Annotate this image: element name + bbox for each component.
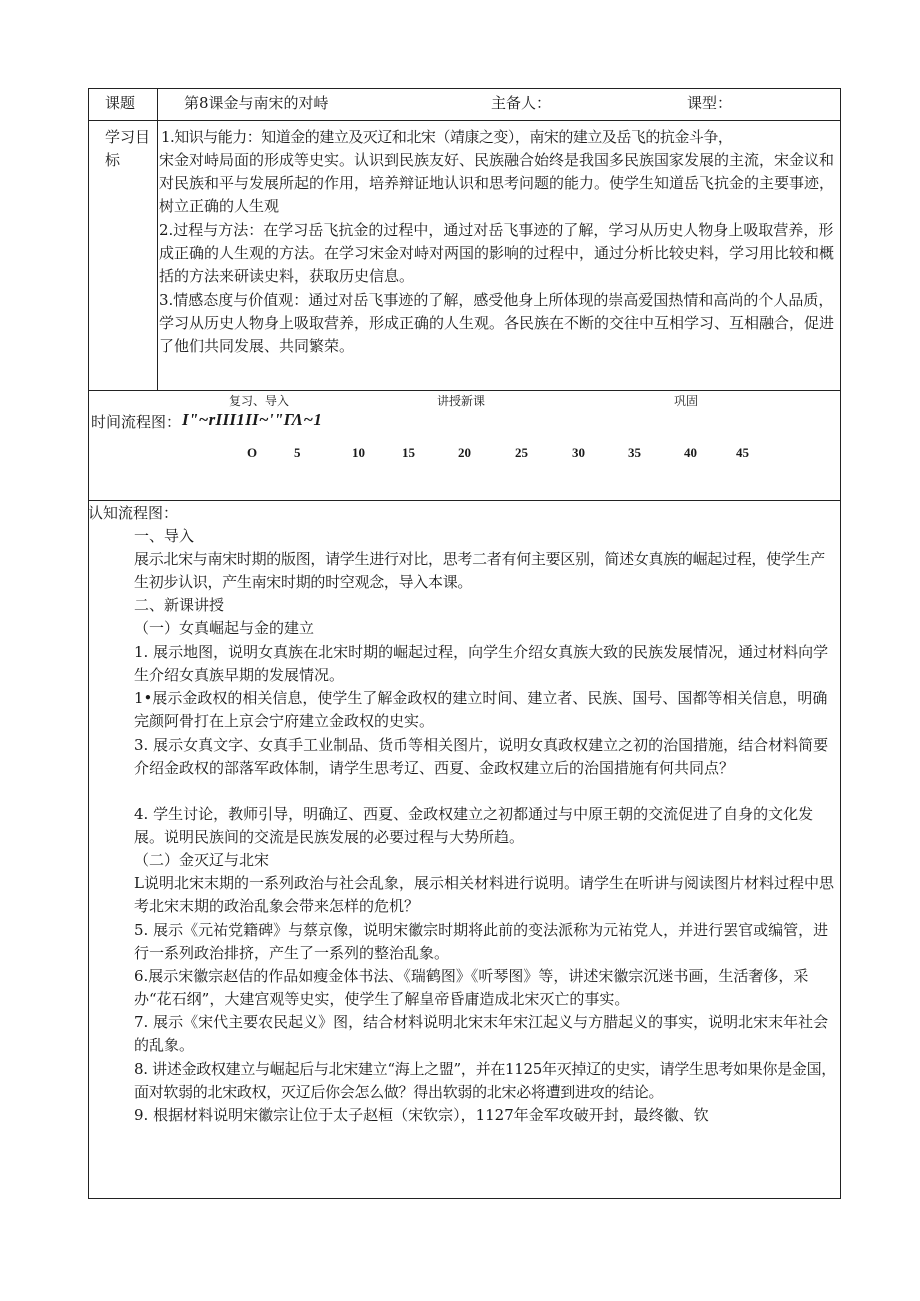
- table-border-left: [88, 88, 89, 1199]
- item-8: 7. 展示《宋代主要农民起义》图，结合材料说明北宋末年宋江起义与方腊起义的事实，说明北宋末年社会的乱象。: [134, 1013, 829, 1055]
- tick-35: 35: [628, 445, 641, 460]
- item-7: 6.展示宋徽宗赵佶的作品如瘦金体书法、《瑞鹤图》《听琴图》等，讲述宋徽宗沉迷书画，生活奢侈，采办“花石纲”，大建宫观等史实，使学生了解皇帝昏庸造成北宋灭亡的事实。: [134, 967, 809, 1009]
- item-10: 9. 根据材料说明宋徽宗让位于太子赵桓（宋钦宗），1127年金军攻破开封，最终徽、钦: [134, 1106, 709, 1124]
- item-3: 3. 展示女真文字、女真手工业制品、货币等相关图片，说明女真政权建立之初的治国措施，结合材料简要介绍金政权的部落军政体制，请学生思考辽、西夏、金政权建立后的治国措施有何共同点？: [134, 736, 829, 778]
- tick-20: 20: [458, 445, 471, 460]
- subsection-jin-conquest: （二）金灭辽与北宋: [134, 851, 270, 869]
- tick-5: 5: [294, 445, 301, 460]
- item-4: 4. 学生讨论，教师引导，明确辽、西夏、金政权建立之初都通过与中原王朝的交流促进了自身的文化发展。说明民族间的交流是民族发展的必要过程与大势所趋。: [134, 805, 814, 847]
- item-5: L说明北宋末期的一系列政治与社会乱象，展示相关材料进行说明。请学生在听讲与阅读图片材料过程中思考北宋末期的政治乱象会带来怎样的危机？: [134, 874, 834, 916]
- objective-1-first-line: 1.知识与能力：知道金的建立及灭辽和北宋（靖康之变），南宋的建立及岳飞的抗金斗争，: [161, 128, 733, 146]
- table-border-top: [88, 88, 841, 89]
- tick-10: 10: [352, 445, 365, 460]
- row-divider-header: [88, 120, 841, 121]
- objectives-label-line1: 学习目: [105, 128, 151, 146]
- lesson-plan-table: [88, 88, 841, 1199]
- objective-3: 3.情感态度与价值观：通过对岳飞事迹的了解，感受他身上所体现的崇高爱国热情和高尚的个人品质，学习从历史人物身上吸取营养，形成正确的人生观。各民族在不断的交往中互相学习、互相融合，促进了他们共同发展、共同繁荣。: [159, 291, 835, 356]
- tick-15: 15: [402, 445, 415, 460]
- tick-30: 30: [572, 445, 585, 460]
- flow-title: 认知流程图：: [88, 504, 179, 522]
- table-border-bottom: [88, 1198, 841, 1199]
- intro-paragraph: 展示北宋与南宋时期的版图，请学生进行对比，思考二者有何主要区别，简述女真族的崛起过程，使学生产生初步认识，产生南宋时期的时空观念，导入本课。: [134, 550, 825, 592]
- item-6: 5. 展示《元祐党籍碑》与蔡京像，说明宋徽宗时期将此前的变法派称为元祐党人，并进行罢官或编管，进行一系列政治排挤，产生了一系列的整治乱象。: [134, 921, 829, 963]
- tick-45: 45: [736, 445, 749, 460]
- label-column-divider: [157, 88, 158, 390]
- row-divider-objectives: [88, 390, 841, 391]
- objective-1-rest: 宋金对峙局面的形成等史实。认识到民族友好、民族融合始终是我国多民族国家发展的主流，宋金议和对民族和平与发展所起的作用，培养辩证地认识和思考问题的能力。使学生知道岳飞抗金的主要事迹，树立正确的人生观: [159, 151, 835, 216]
- objective-2: 2.过程与方法：在学习岳飞抗金的过程中，通过对岳飞事迹的了解，学习从历史人物身上吸取营养，形成正确的人生观的方法。在学习宋金对峙对两国的影响的过程中，通过分析比较史料，学习用比较和概括的方法来研读史料，获取历史信息。: [159, 221, 835, 286]
- tick-0: O: [247, 445, 258, 460]
- item-2: 1•展示金政权的相关信息，使学生了解金政权的建立时间、建立者、民族、国号、国都等相关信息，明确完颜阿骨打在上京会宁府建立金政权的史实。: [134, 689, 828, 731]
- tick-40: 40: [684, 445, 697, 460]
- item-1: 1. 展示地图，说明女真族在北宋时期的崛起过程，向学生介绍女真族大致的民族发展情况，通过材料向学生介绍女真族早期的发展情况。: [134, 643, 829, 685]
- objectives-label-line2: 标: [105, 151, 121, 169]
- phase-new-lesson: 讲授新课: [437, 394, 486, 408]
- preparer-label: 主备人：: [491, 94, 552, 112]
- phase-review-intro: 复习、导入: [229, 394, 290, 408]
- timeline-bar: I"~rIII1II~'"ΓΛ~1: [182, 410, 323, 429]
- table-border-right: [840, 88, 841, 1199]
- lesson-type-label: 课型：: [687, 94, 733, 112]
- row-divider-timeline: [88, 500, 841, 501]
- tick-25: 25: [515, 445, 528, 460]
- section-intro-heading: 一、导入: [134, 527, 195, 545]
- section-new-lesson-heading: 二、新课讲授: [134, 596, 225, 614]
- phase-consolidation: 巩固: [674, 394, 699, 408]
- lesson-title: 第8课金与南宋的对峙: [184, 94, 329, 112]
- timeline-label: 时间流程图：: [91, 413, 182, 431]
- item-9: 8. 讲述金政权建立与崛起后与北宋建立“海上之盟”，并在1125年灭掉辽的史实，请学生思考如果你是金国，面对软弱的北宋政权，灭辽后你会怎么做？得出软弱的北宋必将遭到进攻的结论。: [134, 1060, 836, 1102]
- subsection-jurchen-rise: （一）女真崛起与金的建立: [134, 619, 315, 637]
- topic-label: 课题: [105, 94, 136, 112]
